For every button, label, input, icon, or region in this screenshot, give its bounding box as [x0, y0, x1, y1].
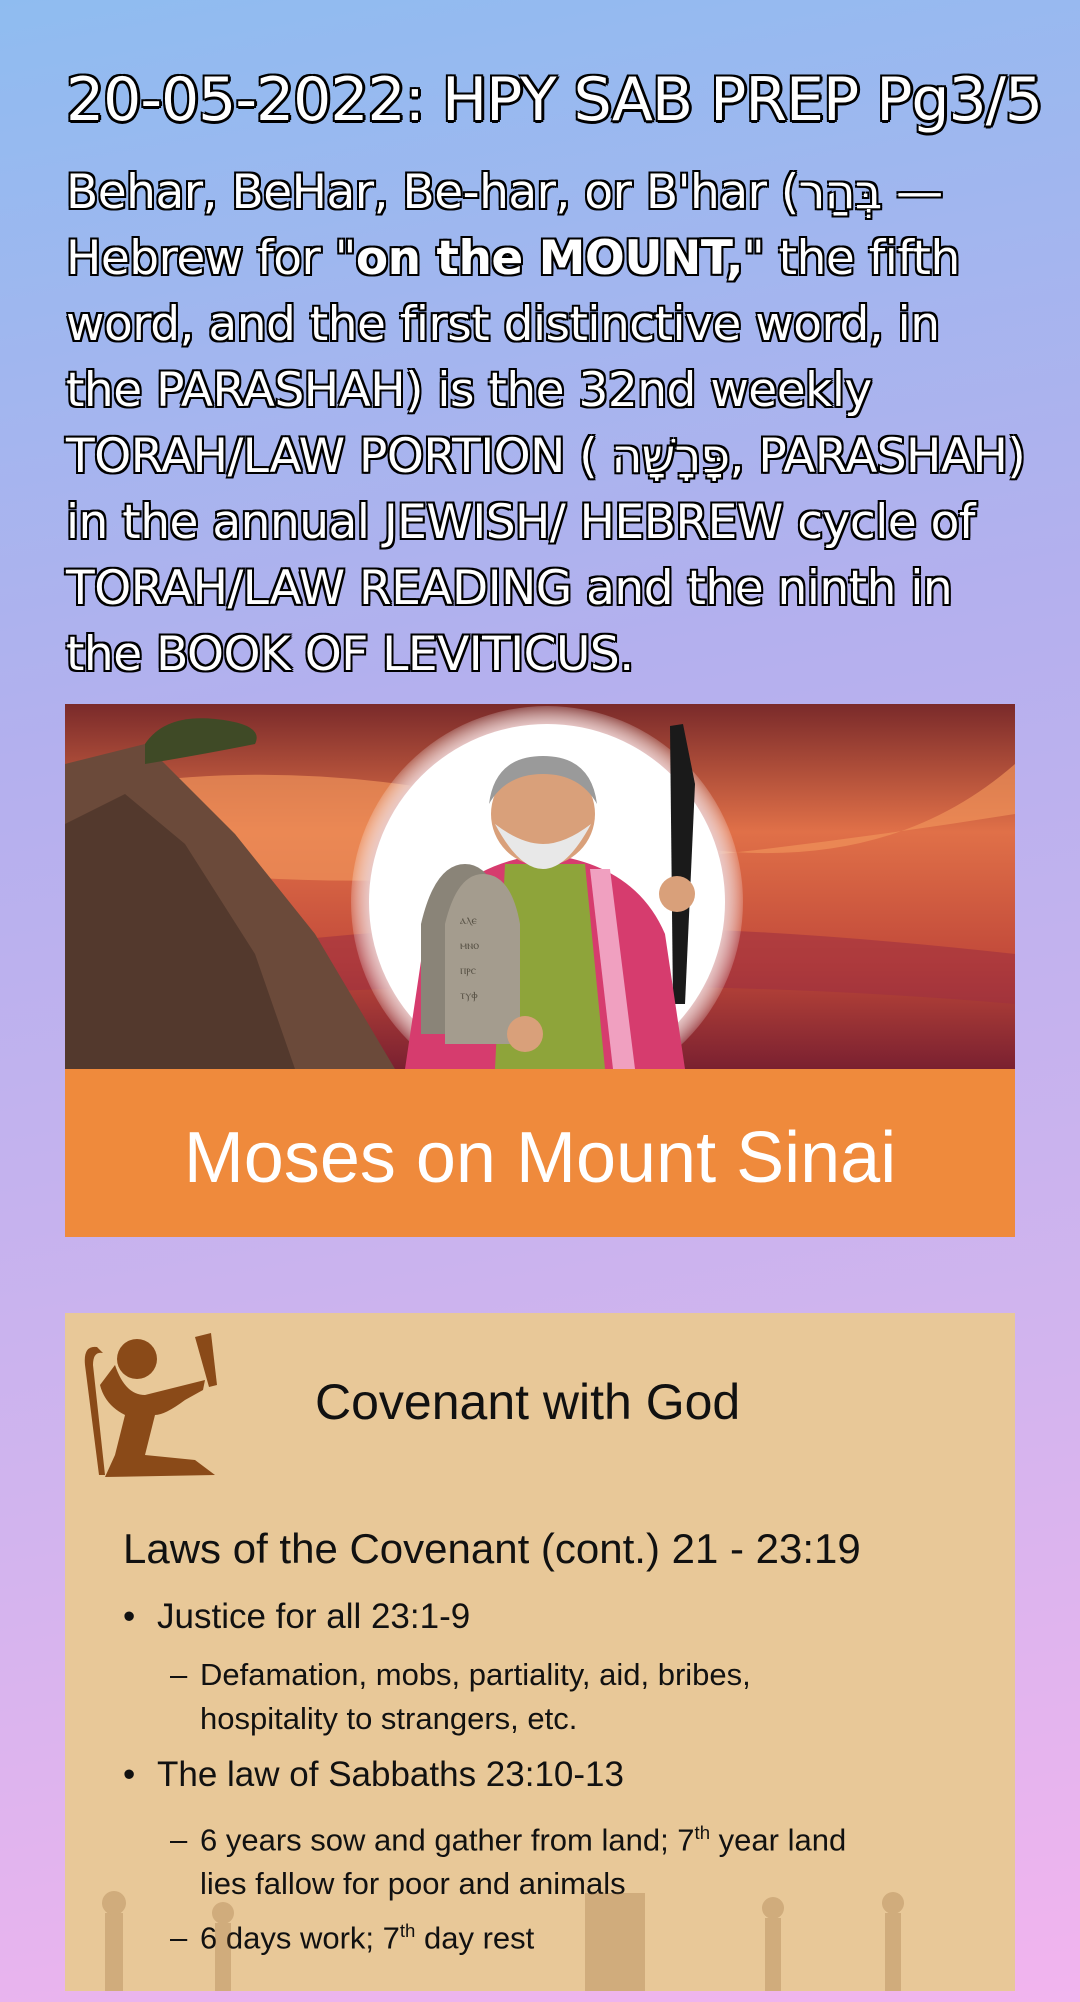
svg-text:ⲙⲛⲟ: ⲙⲛⲟ	[460, 938, 480, 952]
sub-bullet-sup: th	[399, 1920, 416, 1941]
svg-text:ⲡⲣⲥ: ⲡⲣⲥ	[460, 963, 477, 977]
sub-bullet-item: – 6 days work; 7th day rest	[170, 1920, 535, 1956]
moses-caption-banner	[65, 1069, 1015, 1237]
egyptian-figure-icon	[75, 1325, 245, 1495]
moses-caption: Moses on Mount Sinai	[183, 1118, 897, 1198]
covenant-slide	[65, 1313, 1015, 1991]
intro-text-2: " the fifth word, and the first distinctive word, in the PARASHAH) is the 32nd weekly TORAH/LAW PORTION ( פָּרָשָׁה, PARASHAH) in the annual JEWISH/ HEBREW cycle of TORAH/LAW READING and the ninth in the BOOK OF LEVITICUS.	[66, 231, 1026, 682]
svg-text:ⲁⲗⲉ: ⲁⲗⲉ	[460, 913, 477, 927]
sub-bullet-text: Defamation, mobs, partiality, aid, bribes,	[200, 1657, 751, 1692]
sub-bullet-text-post: day rest	[415, 1920, 535, 1956]
page-title: 20-05-2022: HPY SAB PREP Pg3/5	[66, 65, 1043, 135]
bullet-label: The law of Sabbaths 23:10-13	[157, 1755, 624, 1794]
slide-heading: Laws of the Covenant (cont.) 21 - 23:19	[123, 1525, 861, 1572]
bullet-item: • The law of Sabbaths 23:10-13	[123, 1755, 624, 1794]
moses-illustration	[65, 704, 1015, 1069]
sub-bullet-text: 6 days work; 7	[200, 1920, 400, 1956]
bullet-label: Justice for all 23:1-9	[157, 1597, 471, 1636]
sub-bullet-text-cont: lies fallow for poor and animals	[200, 1866, 626, 1902]
intro-bold: on the MOUNT,	[355, 231, 744, 286]
bullet-item: • Justice for all 23:1-9	[123, 1597, 471, 1636]
hieroglyph-border-decoration	[65, 1873, 1015, 1991]
sub-bullet-text-cont: hospitality to strangers, etc.	[200, 1701, 578, 1736]
sub-bullet-item: – Defamation, mobs, partiality, aid, bribes, hospitality to strangers, etc.	[170, 1653, 751, 1741]
sub-bullet-text: 6 years sow and gather from land; 7	[200, 1822, 695, 1858]
sub-bullet-sup: th	[694, 1822, 711, 1843]
intro-paragraph	[66, 160, 1026, 688]
sub-bullet-text-post: year land	[710, 1822, 847, 1858]
intro-text-1: Behar, BeHar, Be-har, or B'har (בְּהַר — Hebrew for "	[66, 165, 943, 286]
sub-bullet-item: – 6 years sow and gather from land; 7th year land lies fallow for poor and animals	[170, 1811, 846, 1906]
slide-title: Covenant with God	[315, 1374, 741, 1430]
svg-text:ⲧⲩⲫ: ⲧⲩⲫ	[460, 988, 478, 1002]
moses-image	[65, 704, 1015, 1237]
